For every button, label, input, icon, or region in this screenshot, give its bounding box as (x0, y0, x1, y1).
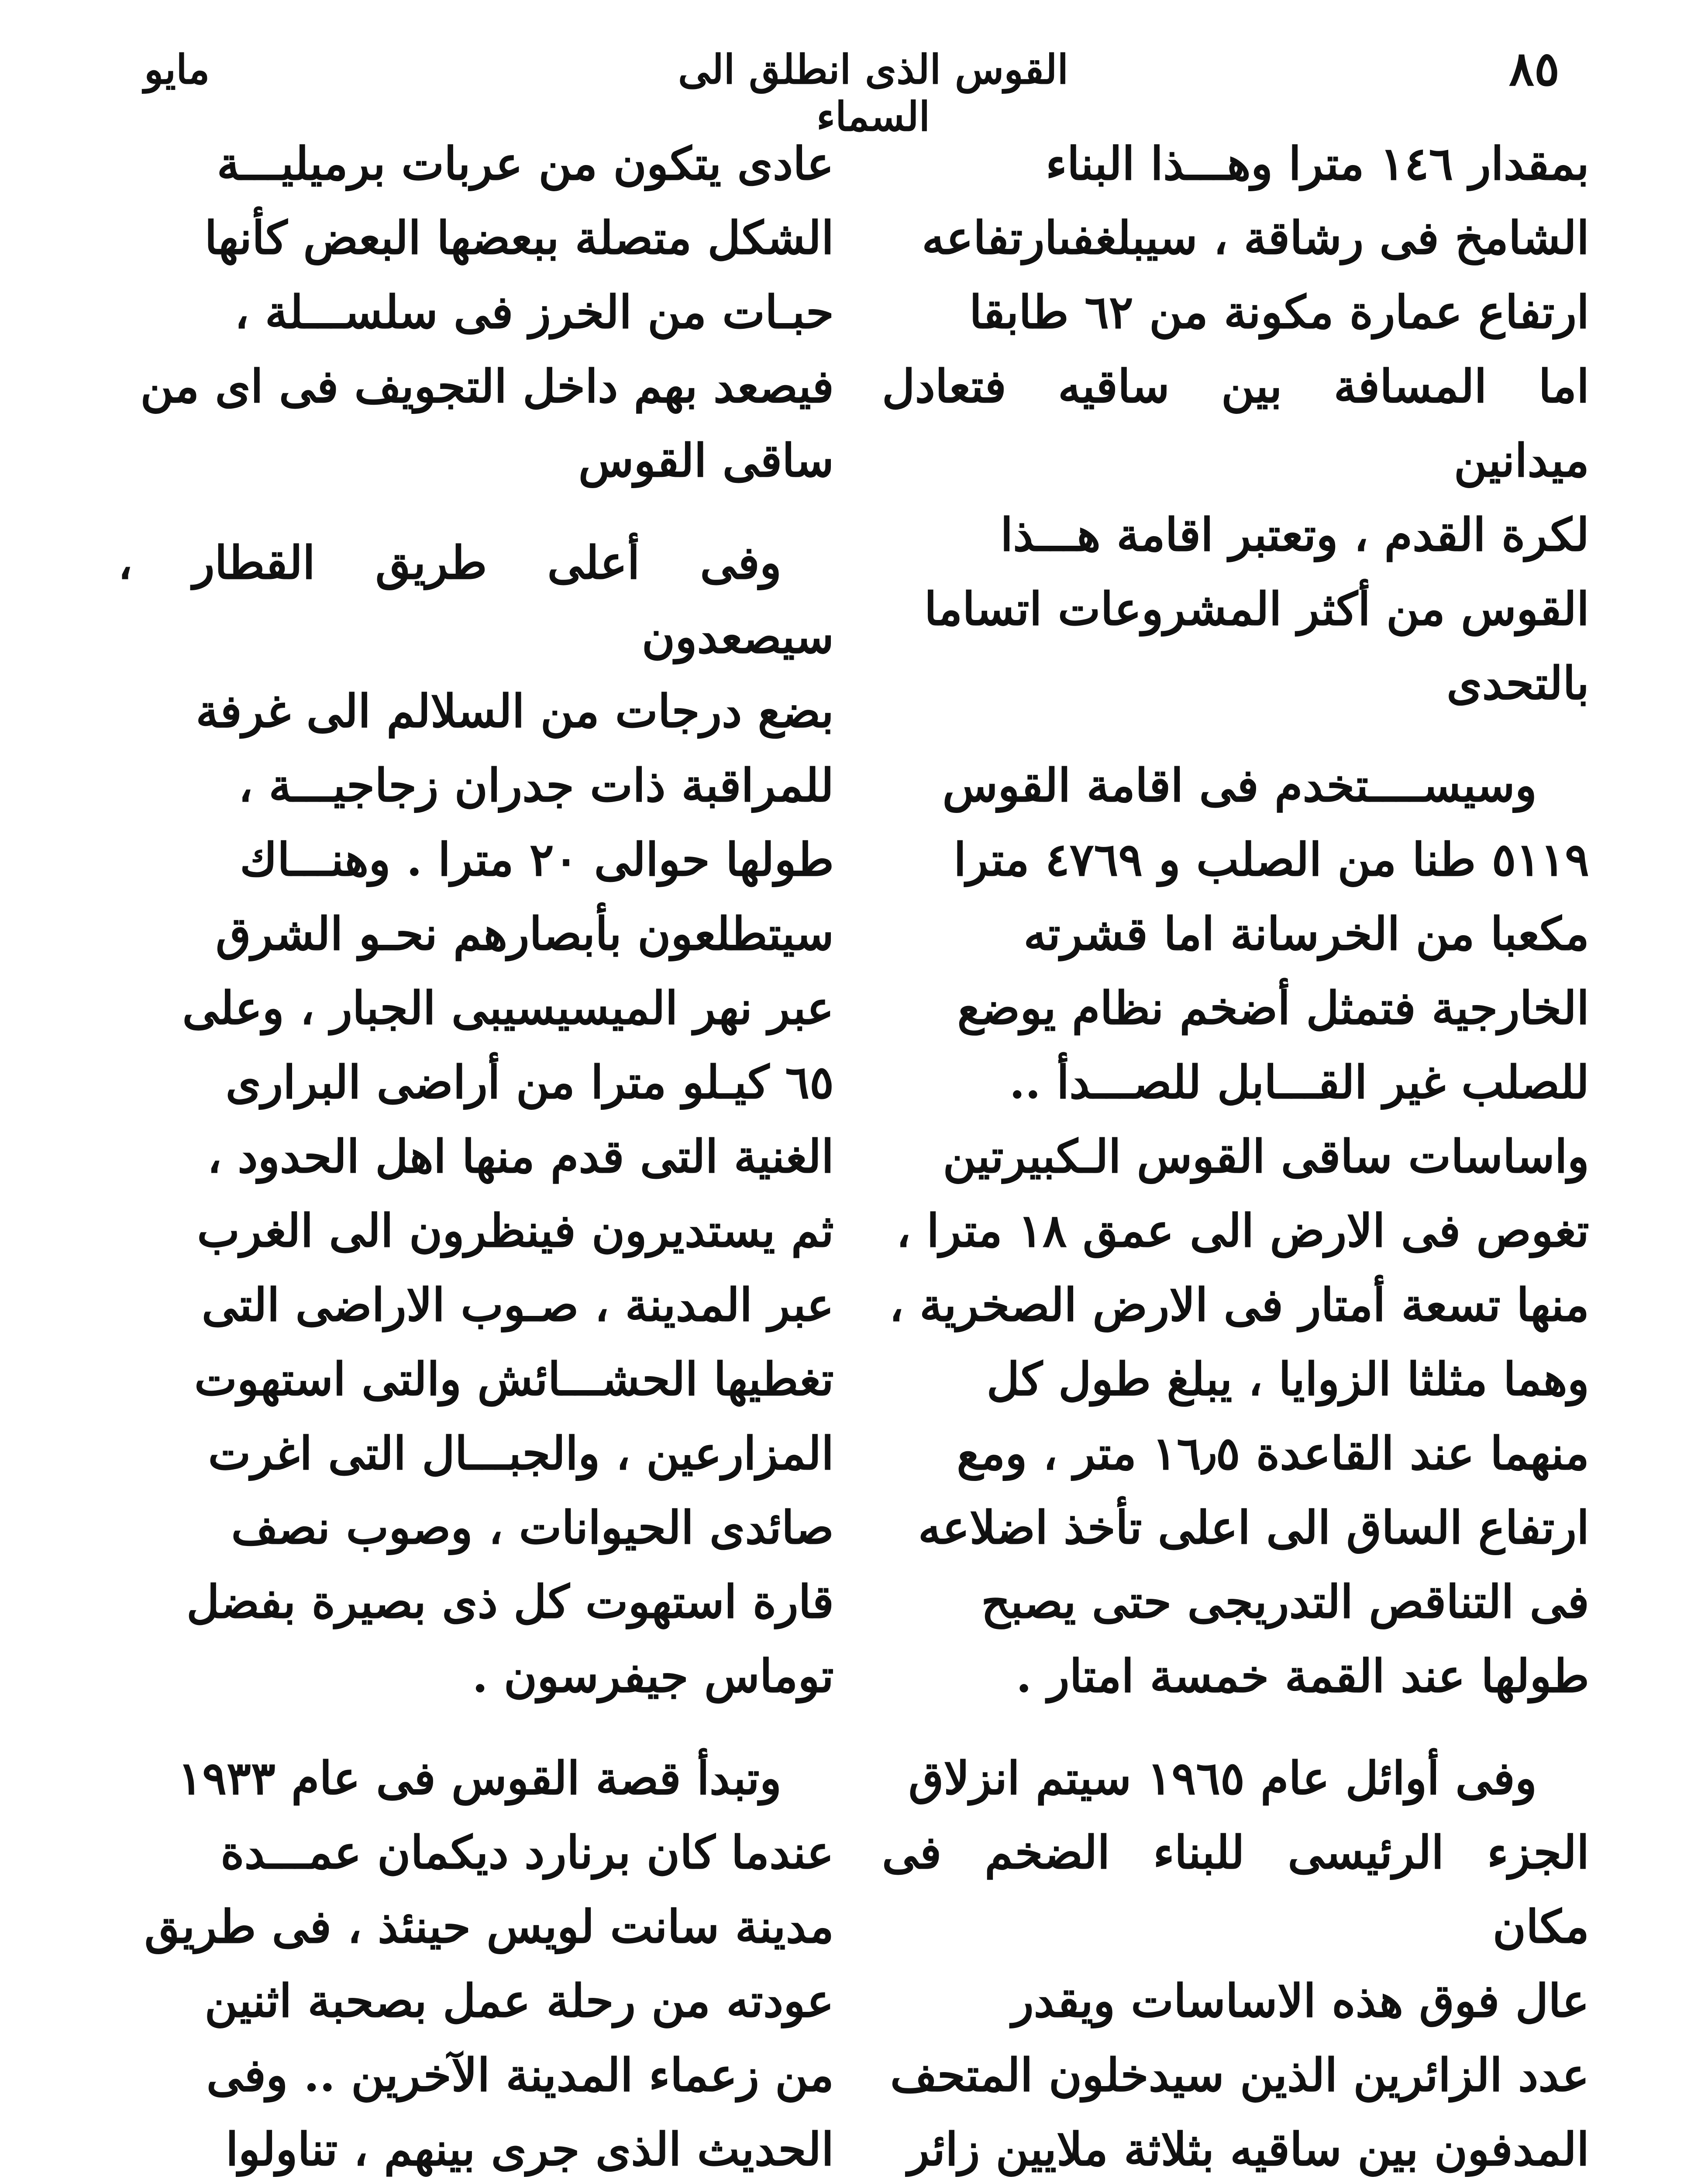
right-column (882, 127, 1589, 2183)
column-gutter (858, 131, 859, 2183)
paragraph: وسيســــتخدم فى اقامة القوس ٥١١٩ طنا من الصلب و ٤٧٦٩ مترا مكعبا من الخرسانة اما قشرته الخارجية فتمثل أضخم نظام يوضع للصلب غير القـــابل للصـــدأ .. واساسات ساقى القوس الـكبيرتين تغوص فى الارض الى عمق ١٨ مترا ، منها تسعة أمتار فى الارض الصخرية ، وهما مثلثا الزوايا ، يبلغ طول كل منهما عند القاعدة ١٦٫٥ متر ، ومع ارتفاع الساق الى اعلى تأخذ اضلاعه فى التناقص التدريجى حتى يصبح طولها عند القمة خمسة امتار . (889, 758, 1589, 1703)
paragraph: عادى يتكون من عربات برميليـــة الشكل متصلة ببعضها البعض كأنها حبـات من الخرز فى سلســـلة ، فيصعد بهم داخل التجويف فى اى من ساقى القوس (140, 137, 834, 487)
paragraph: وفى أوائل عام ١٩٦٥ سيتم انزلاق الجزء الرئيسى للبناء الضخم فى مكان عال فوق هذه الاساسات ويقدر عدد الزائرين الذين سيدخلون المتحف المدفون بين ساقيه بثلاثة ملايين زائر (882, 1751, 1589, 2176)
page-header (0, 41, 1708, 140)
paragraph: وتبدأ قصة القوس فى عام ١٩٣٣ عندما كان برنارد ديكمان عمـــدة مدينة سانت لويس حينئذ ، فى طريق عودته من رحلة عمل بصحبة اثنين من زعماء المدينة الآخرين .. وفى الحديث الذى جرى بينهم ، تناولوا (144, 1751, 834, 2176)
left-column (118, 127, 834, 2183)
running-title: القوس الذى انطلق الى السماء (678, 46, 1069, 140)
paragraph: بمقدار ١٤٦ مترا وهـــذا البناء الشامخ فى رشاقة ، سيبلغفىارتفاعه ارتفاع عمارة مكونة من ٦٢ طابقا اما المسافة بين ساقيه فتعادل ميدانين لكرة القدم ، وتعتبر اقامة هـــذا القوس من أكثر المشروعات اتساما بالتحدى (882, 137, 1589, 710)
page-number: ٨٥ (1508, 41, 1560, 96)
issue-month: مايو (144, 46, 210, 93)
paragraph: وفى أعلى طريق القطار ، سيصعدون بضع درجات من السلالم الى غرفة للمراقبة ذات جدران زجاجيـــة ، طولها حوالى ٢٠ مترا . وهنـــاك سيتطلعون بأبصارهم نحـو الشرق عبر نهر الميسيسيبى الجبار ، وعلى ٦٥ كيـلو مترا من أراضى البرارى الغنية التى قدم منها اهل الحدود ، ثم يستديرون فينظرون الى الغرب عبر المدينة ، صـوب الاراضى التى تغطيها الحشـــائش والتى استهوت المزارعين ، والجبـــال التى اغرت صائدى الحيوانات ، وصوب نصف قارة استهوت كل ذى بصيرة بفضل توماس جيفرسون . (118, 536, 834, 1703)
